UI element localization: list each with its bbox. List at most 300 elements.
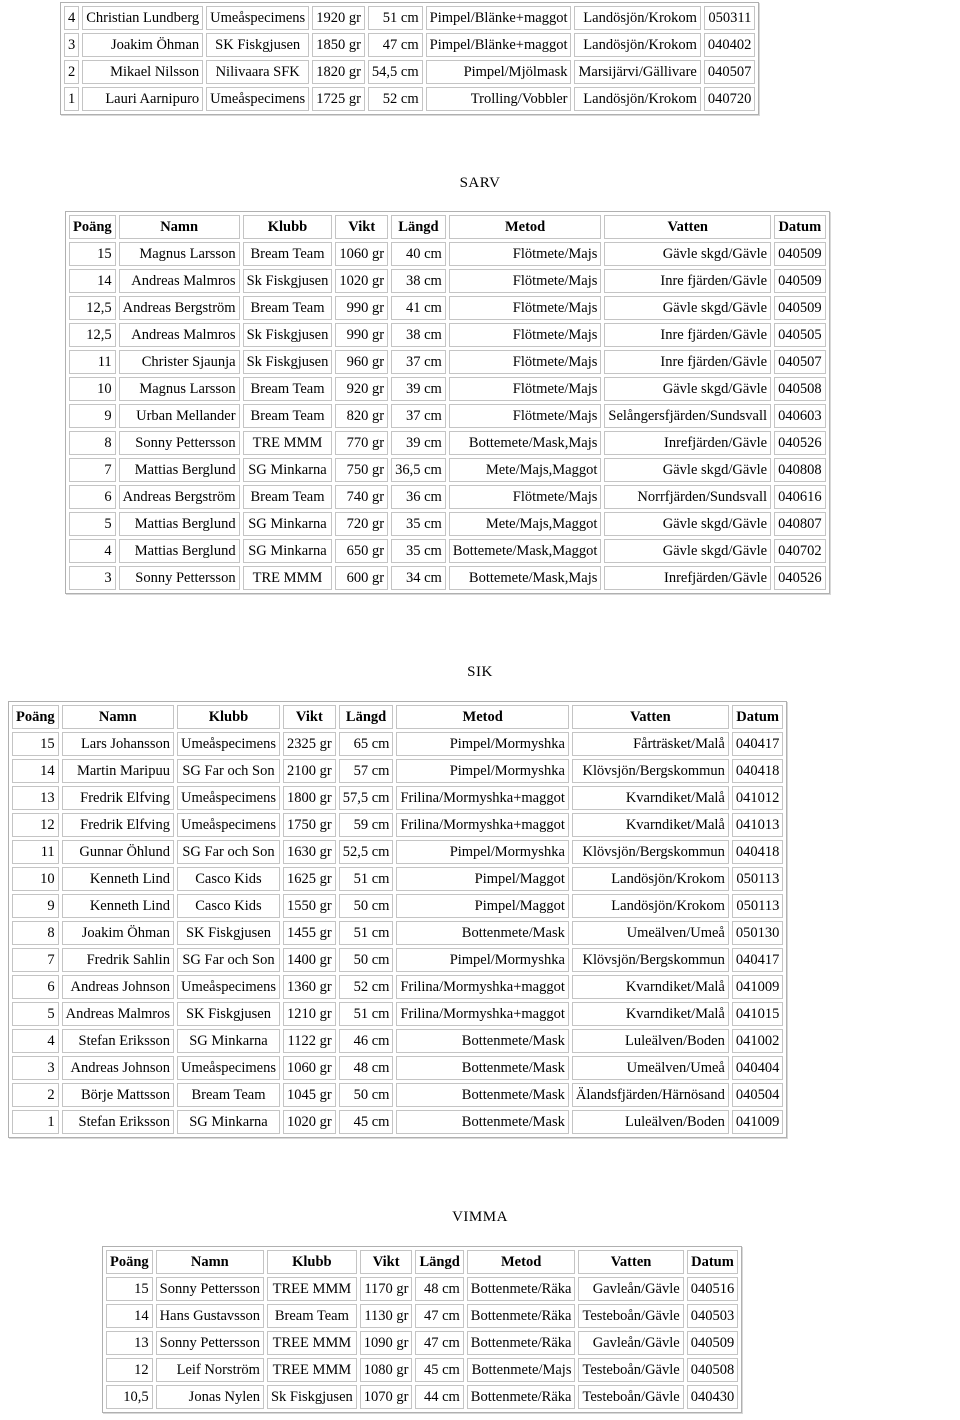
column-header-date: Datum [687, 1250, 739, 1274]
points-cell: 11 [69, 350, 116, 374]
column-header-method: Metod [467, 1250, 576, 1274]
table-row [69, 350, 826, 374]
club-cell: SK Fiskgjusen [177, 1002, 280, 1026]
points-cell: 1 [64, 87, 79, 111]
water-cell: Gävle skgd/Gävle [604, 296, 771, 320]
method-cell: Frilina/Mormyshka+maggot [396, 813, 568, 837]
weight-cell: 1630 gr [283, 840, 336, 864]
column-header-length: Längd [339, 705, 394, 729]
club-cell: Bream Team [267, 1304, 357, 1328]
points-cell: 14 [106, 1304, 153, 1328]
points-cell: 12,5 [69, 323, 116, 347]
club-cell: Umeåspecimens [206, 6, 309, 30]
weight-cell: 740 gr [335, 485, 388, 509]
points-cell: 10 [69, 377, 116, 401]
water-cell: Klövsjön/Bergskommun [572, 759, 729, 783]
table-row [64, 33, 755, 57]
method-cell: Bottenmete/Mask [396, 1083, 568, 1107]
points-cell: 9 [12, 894, 59, 918]
water-cell: Testeboån/Gävle [578, 1304, 683, 1328]
name-cell: Andreas Malmros [119, 269, 240, 293]
column-header-date: Datum [774, 215, 826, 239]
points-cell: 12 [12, 813, 59, 837]
club-cell: Casco Kids [177, 867, 280, 891]
water-cell: Testeboån/Gävle [578, 1358, 683, 1382]
name-cell: Andreas Bergström [119, 485, 240, 509]
date-cell: 040507 [704, 60, 756, 84]
club-cell: SK Fiskgjusen [206, 33, 309, 57]
name-cell: Andreas Bergström [119, 296, 240, 320]
table-row [12, 1002, 783, 1026]
method-cell: Bottenmete/Räka [467, 1304, 576, 1328]
column-header-weight: Vikt [360, 1250, 413, 1274]
club-cell: Sk Fiskgjusen [243, 323, 333, 347]
method-cell: Bottenmete/Räka [467, 1385, 576, 1409]
table-row [12, 813, 783, 837]
name-cell: Mikael Nilsson [82, 60, 203, 84]
date-cell: 040508 [774, 377, 826, 401]
column-header-points: Poäng [69, 215, 116, 239]
water-cell: Klövsjön/Bergskommun [572, 948, 729, 972]
name-cell: Andreas Johnson [62, 1056, 174, 1080]
points-cell: 4 [69, 539, 116, 563]
column-header-name: Namn [62, 705, 174, 729]
method-cell: Pimpel/Blänke+maggot [426, 33, 572, 57]
vimma-results-table [102, 1246, 742, 1413]
date-cell: 040418 [732, 840, 784, 864]
method-cell: Flötmete/Majs [449, 404, 602, 428]
method-cell: Pimpel/Mormyshka [396, 759, 568, 783]
table-row [69, 431, 826, 455]
length-cell: 47 cm [415, 1331, 463, 1355]
weight-cell: 1850 gr [312, 33, 365, 57]
method-cell: Bottenmete/Mask [396, 921, 568, 945]
club-cell: SG Minkarna [243, 458, 333, 482]
table-row [12, 1110, 783, 1134]
points-cell: 3 [69, 566, 116, 590]
method-cell: Flötmete/Majs [449, 485, 602, 509]
date-cell: 040807 [774, 512, 826, 536]
length-cell: 50 cm [339, 1083, 394, 1107]
date-cell: 040616 [774, 485, 826, 509]
weight-cell: 820 gr [335, 404, 388, 428]
date-cell: 040509 [774, 269, 826, 293]
points-cell: 9 [69, 404, 116, 428]
table-header [106, 1250, 738, 1274]
points-cell: 6 [69, 485, 116, 509]
method-cell: Frilina/Mormyshka+maggot [396, 975, 568, 999]
name-cell: Jonas Nylen [156, 1385, 264, 1409]
club-cell: SG Minkarna [243, 539, 333, 563]
column-header-points: Poäng [106, 1250, 153, 1274]
length-cell: 51 cm [339, 867, 394, 891]
method-cell: Pimpel/Mormyshka [396, 732, 568, 756]
date-cell: 050113 [732, 867, 784, 891]
column-header-water: Vatten [604, 215, 771, 239]
club-cell: SG Minkarna [243, 512, 333, 536]
club-cell: Umeåspecimens [177, 786, 280, 810]
date-cell: 040509 [774, 296, 826, 320]
club-cell: Umeåspecimens [177, 975, 280, 999]
name-cell: Lauri Aarnipuro [82, 87, 203, 111]
points-cell: 10 [12, 867, 59, 891]
name-cell: Lars Johansson [62, 732, 174, 756]
points-cell: 3 [64, 33, 79, 57]
date-cell: 041009 [732, 975, 784, 999]
name-cell: Magnus Larsson [119, 377, 240, 401]
table-row [69, 296, 826, 320]
water-cell: Inre fjärden/Gävle [604, 350, 771, 374]
table-row [64, 87, 755, 111]
method-cell: Flötmete/Majs [449, 377, 602, 401]
length-cell: 35 cm [391, 512, 446, 536]
table-row [12, 759, 783, 783]
table-row [12, 975, 783, 999]
weight-cell: 1060 gr [283, 1056, 336, 1080]
club-cell: SG Minkarna [177, 1029, 280, 1053]
table-row [106, 1358, 738, 1382]
table-row [12, 840, 783, 864]
length-cell: 41 cm [391, 296, 446, 320]
points-cell: 11 [12, 840, 59, 864]
header-row [69, 215, 826, 239]
table-body [64, 6, 755, 111]
name-cell: Urban Mellander [119, 404, 240, 428]
date-cell: 040702 [774, 539, 826, 563]
weight-cell: 1920 gr [312, 6, 365, 30]
weight-cell: 1130 gr [360, 1304, 413, 1328]
water-cell: Luleälven/Boden [572, 1029, 729, 1053]
name-cell: Sonny Pettersson [119, 431, 240, 455]
date-cell: 050130 [732, 921, 784, 945]
name-cell: Stefan Eriksson [62, 1029, 174, 1053]
column-header-weight: Vikt [335, 215, 388, 239]
method-cell: Bottenmete/Mask [396, 1029, 568, 1053]
method-cell: Mete/Majs,Maggot [449, 512, 602, 536]
water-cell: Luleälven/Boden [572, 1110, 729, 1134]
table-row [12, 948, 783, 972]
date-cell: 040526 [774, 431, 826, 455]
table-body [106, 1277, 738, 1409]
name-cell: Gunnar Öhlund [62, 840, 174, 864]
length-cell: 37 cm [391, 404, 446, 428]
column-header-water: Vatten [572, 705, 729, 729]
length-cell: 45 cm [415, 1358, 463, 1382]
date-cell: 040509 [774, 242, 826, 266]
method-cell: Bottemete/Mask,Maggot [449, 539, 602, 563]
water-cell: Gävle skgd/Gävle [604, 458, 771, 482]
club-cell: Nilivaara SFK [206, 60, 309, 84]
water-cell: Klövsjön/Bergskommun [572, 840, 729, 864]
table-row [106, 1385, 738, 1409]
date-cell: 040505 [774, 323, 826, 347]
name-cell: Fredrik Elfving [62, 786, 174, 810]
water-cell: Gävle skgd/Gävle [604, 242, 771, 266]
sarv-results-table [65, 211, 830, 594]
water-cell: Umeälven/Umeå [572, 921, 729, 945]
method-cell: Pimpel/Blänke+maggot [426, 6, 572, 30]
weight-cell: 1210 gr [283, 1002, 336, 1026]
weight-cell: 1625 gr [283, 867, 336, 891]
water-cell: Kvarndiket/Malå [572, 975, 729, 999]
weight-cell: 1045 gr [283, 1083, 336, 1107]
club-cell: SG Far och Son [177, 840, 280, 864]
length-cell: 47 cm [368, 33, 423, 57]
date-cell: 040417 [732, 732, 784, 756]
points-cell: 13 [106, 1331, 153, 1355]
weight-cell: 2100 gr [283, 759, 336, 783]
method-cell: Pimpel/Mormyshka [396, 948, 568, 972]
name-cell: Leif Norström [156, 1358, 264, 1382]
length-cell: 50 cm [339, 894, 394, 918]
weight-cell: 1020 gr [335, 269, 388, 293]
date-cell: 041013 [732, 813, 784, 837]
club-cell: Bream Team [177, 1083, 280, 1107]
weight-cell: 1170 gr [360, 1277, 413, 1301]
water-cell: Inre fjärden/Gävle [604, 269, 771, 293]
table-row [12, 867, 783, 891]
name-cell: Joakim Öhman [82, 33, 203, 57]
method-cell: Flötmete/Majs [449, 296, 602, 320]
name-cell: Sonny Pettersson [156, 1277, 264, 1301]
table-row [64, 6, 755, 30]
date-cell: 050113 [732, 894, 784, 918]
points-cell: 15 [12, 732, 59, 756]
club-cell: Bream Team [243, 296, 333, 320]
club-cell: Bream Team [243, 242, 333, 266]
length-cell: 37 cm [391, 350, 446, 374]
name-cell: Fredrik Elfving [62, 813, 174, 837]
club-cell: TREE MMM [267, 1331, 357, 1355]
date-cell: 040504 [732, 1083, 784, 1107]
table-row [69, 458, 826, 482]
date-cell: 040503 [687, 1304, 739, 1328]
name-cell: Kenneth Lind [62, 894, 174, 918]
water-cell: Gavleån/Gävle [578, 1331, 683, 1355]
water-cell: Testeboån/Gävle [578, 1385, 683, 1409]
club-cell: Umeåspecimens [206, 87, 309, 111]
date-cell: 040720 [704, 87, 756, 111]
length-cell: 59 cm [339, 813, 394, 837]
name-cell: Mattias Berglund [119, 512, 240, 536]
date-cell: 040526 [774, 566, 826, 590]
method-cell: Frilina/Mormyshka+maggot [396, 1002, 568, 1026]
date-cell: 040402 [704, 33, 756, 57]
date-cell: 050311 [704, 6, 756, 30]
method-cell: Frilina/Mormyshka+maggot [396, 786, 568, 810]
weight-cell: 1455 gr [283, 921, 336, 945]
weight-cell: 1400 gr [283, 948, 336, 972]
table-row [69, 269, 826, 293]
table-row [106, 1277, 738, 1301]
column-header-weight: Vikt [283, 705, 336, 729]
table-row [12, 732, 783, 756]
date-cell: 041009 [732, 1110, 784, 1134]
method-cell: Pimpel/Maggot [396, 894, 568, 918]
name-cell: Christian Lundberg [82, 6, 203, 30]
table-row [12, 1029, 783, 1053]
length-cell: 52 cm [368, 87, 423, 111]
points-cell: 13 [12, 786, 59, 810]
water-cell: Fårträsket/Malå [572, 732, 729, 756]
club-cell: Sk Fiskgjusen [243, 350, 333, 374]
weight-cell: 720 gr [335, 512, 388, 536]
section-title-sik: SIK [467, 664, 493, 680]
method-cell: Flötmete/Majs [449, 350, 602, 374]
water-cell: Älandsfjärden/Härnösand [572, 1083, 729, 1107]
points-cell: 5 [12, 1002, 59, 1026]
points-cell: 1 [12, 1110, 59, 1134]
points-cell: 7 [69, 458, 116, 482]
water-cell: Gavleån/Gävle [578, 1277, 683, 1301]
weight-cell: 650 gr [335, 539, 388, 563]
method-cell: Flötmete/Majs [449, 242, 602, 266]
method-cell: Bottenmete/Räka [467, 1331, 576, 1355]
length-cell: 35 cm [391, 539, 446, 563]
weight-cell: 1750 gr [283, 813, 336, 837]
weight-cell: 1060 gr [335, 242, 388, 266]
weight-cell: 750 gr [335, 458, 388, 482]
club-cell: Bream Team [243, 485, 333, 509]
method-cell: Flötmete/Majs [449, 269, 602, 293]
length-cell: 51 cm [368, 6, 423, 30]
weight-cell: 960 gr [335, 350, 388, 374]
points-cell: 15 [106, 1277, 153, 1301]
table-row [69, 323, 826, 347]
points-cell: 12,5 [69, 296, 116, 320]
weight-cell: 1550 gr [283, 894, 336, 918]
method-cell: Pimpel/Maggot [396, 867, 568, 891]
date-cell: 040404 [732, 1056, 784, 1080]
water-cell: Kvarndiket/Malå [572, 786, 729, 810]
length-cell: 45 cm [339, 1110, 394, 1134]
length-cell: 57 cm [339, 759, 394, 783]
club-cell: TRE MMM [243, 431, 333, 455]
name-cell: Mattias Berglund [119, 539, 240, 563]
points-cell: 6 [12, 975, 59, 999]
date-cell: 040418 [732, 759, 784, 783]
points-cell: 14 [12, 759, 59, 783]
header-row [106, 1250, 738, 1274]
column-header-method: Metod [396, 705, 568, 729]
table-row [12, 921, 783, 945]
table-row [69, 485, 826, 509]
water-cell: Landösjön/Krokom [574, 6, 700, 30]
length-cell: 47 cm [415, 1304, 463, 1328]
points-cell: 3 [12, 1056, 59, 1080]
table-row [69, 242, 826, 266]
club-cell: SG Minkarna [177, 1110, 280, 1134]
top-results-table [60, 2, 759, 115]
name-cell: Andreas Johnson [62, 975, 174, 999]
sik-results-table [8, 701, 787, 1138]
water-cell: Landösjön/Krokom [572, 894, 729, 918]
water-cell: Kvarndiket/Malå [572, 1002, 729, 1026]
table-row [69, 404, 826, 428]
weight-cell: 990 gr [335, 323, 388, 347]
table-row [69, 377, 826, 401]
water-cell: Gävle skgd/Gävle [604, 539, 771, 563]
points-cell: 8 [69, 431, 116, 455]
name-cell: Christer Sjaunja [119, 350, 240, 374]
column-header-water: Vatten [578, 1250, 683, 1274]
points-cell: 2 [64, 60, 79, 84]
date-cell: 041012 [732, 786, 784, 810]
club-cell: TRE MMM [243, 566, 333, 590]
length-cell: 39 cm [391, 377, 446, 401]
water-cell: Gävle skgd/Gävle [604, 512, 771, 536]
length-cell: 51 cm [339, 1002, 394, 1026]
club-cell: Sk Fiskgjusen [243, 269, 333, 293]
method-cell: Bottenmete/Mask [396, 1110, 568, 1134]
column-header-method: Metod [449, 215, 602, 239]
column-header-name: Namn [156, 1250, 264, 1274]
method-cell: Bottenmete/Majs [467, 1358, 576, 1382]
table-row [69, 566, 826, 590]
method-cell: Pimpel/Mjölmask [426, 60, 572, 84]
length-cell: 40 cm [391, 242, 446, 266]
method-cell: Trolling/Vobbler [426, 87, 572, 111]
club-cell: Umeåspecimens [177, 1056, 280, 1080]
length-cell: 36,5 cm [391, 458, 446, 482]
name-cell: Andreas Malmros [62, 1002, 174, 1026]
points-cell: 5 [69, 512, 116, 536]
header-row [12, 705, 783, 729]
method-cell: Bottenmete/Mask [396, 1056, 568, 1080]
name-cell: Mattias Berglund [119, 458, 240, 482]
weight-cell: 2325 gr [283, 732, 336, 756]
weight-cell: 1725 gr [312, 87, 365, 111]
name-cell: Kenneth Lind [62, 867, 174, 891]
length-cell: 38 cm [391, 269, 446, 293]
date-cell: 040507 [774, 350, 826, 374]
column-header-club: Klubb [267, 1250, 357, 1274]
date-cell: 041002 [732, 1029, 784, 1053]
name-cell: Andreas Malmros [119, 323, 240, 347]
club-cell: Umeåspecimens [177, 732, 280, 756]
points-cell: 7 [12, 948, 59, 972]
points-cell: 12 [106, 1358, 153, 1382]
water-cell: Inre fjärden/Gävle [604, 323, 771, 347]
length-cell: 39 cm [391, 431, 446, 455]
club-cell: SK Fiskgjusen [177, 921, 280, 945]
method-cell: Bottemete/Mask,Majs [449, 566, 602, 590]
weight-cell: 1090 gr [360, 1331, 413, 1355]
name-cell: Joakim Öhman [62, 921, 174, 945]
section-title-vimma: VIMMA [452, 1209, 508, 1225]
water-cell: Umeälven/Umeå [572, 1056, 729, 1080]
table-header [12, 705, 783, 729]
table-row [12, 1083, 783, 1107]
points-cell: 15 [69, 242, 116, 266]
date-cell: 040516 [687, 1277, 739, 1301]
club-cell: Sk Fiskgjusen [267, 1385, 357, 1409]
length-cell: 50 cm [339, 948, 394, 972]
column-header-club: Klubb [243, 215, 333, 239]
method-cell: Mete/Majs,Maggot [449, 458, 602, 482]
table-body [69, 242, 826, 590]
section-title-sarv: SARV [459, 175, 501, 191]
weight-cell: 770 gr [335, 431, 388, 455]
column-header-club: Klubb [177, 705, 280, 729]
length-cell: 44 cm [415, 1385, 463, 1409]
club-cell: TREE MMM [267, 1277, 357, 1301]
length-cell: 36 cm [391, 485, 446, 509]
column-header-points: Poäng [12, 705, 59, 729]
club-cell: Umeåspecimens [177, 813, 280, 837]
table-row [12, 786, 783, 810]
length-cell: 48 cm [415, 1277, 463, 1301]
